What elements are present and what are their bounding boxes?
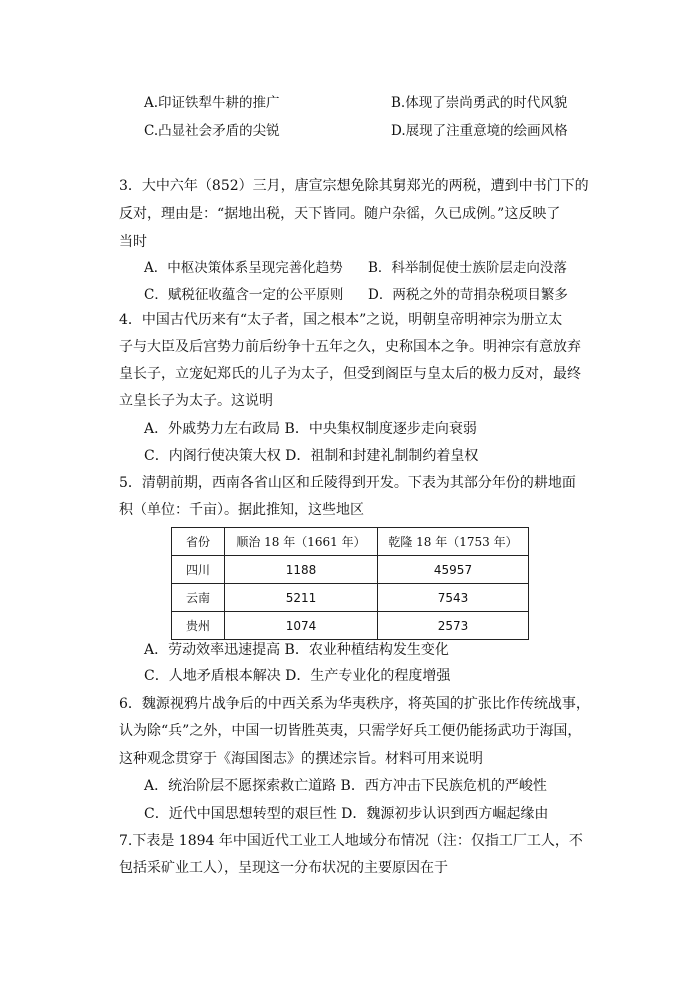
table-cell-province: 贵州 <box>172 612 225 640</box>
table-cell-value: 1074 <box>225 612 378 640</box>
q6-options-cd: C．近代中国思想转型的艰巨性 D．魏源初步认识到西方崛起缘由 <box>144 806 549 822</box>
q2-option-b: B.体现了崇尚勇武的时代风貌 <box>391 95 568 111</box>
q4-stem-line-2: 子与大臣及后宫势力前后纷争十五年之久，史称国本之争。明神宗有意放弃 <box>119 339 581 355</box>
table-header-row <box>172 528 529 556</box>
q7-stem-line-2: 包括采矿业工人），呈现这一分布状况的主要原因在于 <box>119 860 448 876</box>
q4-options-cd: C．内阁行使决策大权 D．祖制和封建礼制制约着皇权 <box>144 448 479 464</box>
q5-stem-line-2: 积（单位：千亩）。据此推知，这些地区 <box>119 502 364 518</box>
table-cell-value: 5211 <box>225 584 378 612</box>
farmland-area-table <box>171 527 529 640</box>
table-cell-province: 四川 <box>172 556 225 584</box>
q2-option-c: C.凸显社会矛盾的尖锐 <box>144 123 280 139</box>
table-row <box>172 556 529 584</box>
q6-stem-line-1: 6．魏源视鸦片战争后的中西关系为华夷秩序，将英国的扩张比作传统战事， <box>119 696 590 712</box>
q6-stem-line-2: 认为除“兵”之外，中国一切皆胜英夷，只需学好兵工便仍能扬武功于海国， <box>119 723 582 739</box>
q6-stem-line-3: 这种观念贯穿于《海国图志》的撰述宗旨。材料可用来说明 <box>119 751 483 767</box>
table-header-cell: 省份 <box>172 528 225 556</box>
q3-stem-line-1: 3．大中六年（852）三月，唐宣宗想免除其舅郑光的两税，遭到中书门下的 <box>119 178 589 194</box>
q5-stem-line-1: 5．清朝前期，西南各省山区和丘陵得到开发。下表为其部分年份的耕地面 <box>119 475 576 491</box>
q3-option-b: B．科举制促使士族阶层走向没落 <box>368 260 567 276</box>
q4-stem-line-1: 4．中国古代历来有“太子者，国之根本”之说，明朝皇帝明神宗为册立太 <box>119 312 563 328</box>
q3-option-a: A．中枢决策体系呈现完善化趋势 <box>144 260 343 276</box>
q5-options-ab: A．劳动效率迅速提高 B．农业种植结构发生变化 <box>144 642 449 658</box>
table-header-cell: 顺治 18 年（1661 年） <box>225 528 378 556</box>
q3-option-c: C．赋税征收蕴含一定的公平原则 <box>144 287 344 303</box>
q2-option-a: A.印证铁犁牛耕的推广 <box>144 95 280 111</box>
q7-stem-line-1: 7.下表是 1894 年中国近代工业工人地域分布情况（注：仅指工厂工人，不 <box>119 833 583 849</box>
table-cell-value: 7543 <box>378 584 529 612</box>
q3-option-d: D．两税之外的苛捐杂税项目繁多 <box>368 287 568 303</box>
q6-options-ab: A．统治阶层不愿探索救亡道路 B．西方冲击下民族危机的严峻性 <box>144 778 547 794</box>
table-header-cell: 乾隆 18 年（1753 年） <box>378 528 529 556</box>
table-cell-value: 1188 <box>225 556 378 584</box>
table-cell-value: 45957 <box>378 556 529 584</box>
table-cell-province: 云南 <box>172 584 225 612</box>
q3-stem-line-2: 反对，理由是：“据地出税，天下皆同。随户杂徭，久已成例。”这反映了 <box>119 206 561 222</box>
q3-stem-line-3: 当时 <box>119 234 147 250</box>
q4-stem-line-4: 立皇长子为太子。这说明 <box>119 393 273 409</box>
q4-options-ab: A．外戚势力左右政局 B．中央集权制度逐步走向衰弱 <box>144 421 477 437</box>
table-row <box>172 584 529 612</box>
table-cell-value: 2573 <box>378 612 529 640</box>
q2-option-d: D.展现了注重意境的绘画风格 <box>391 123 568 139</box>
table-row <box>172 612 529 640</box>
q5-options-cd: C．人地矛盾根本解决 D．生产专业化的程度增强 <box>144 668 451 684</box>
q4-stem-line-3: 皇长子，立宠妃郑氏的儿子为太子，但受到阁臣与皇太后的极力反对，最终 <box>119 366 581 382</box>
